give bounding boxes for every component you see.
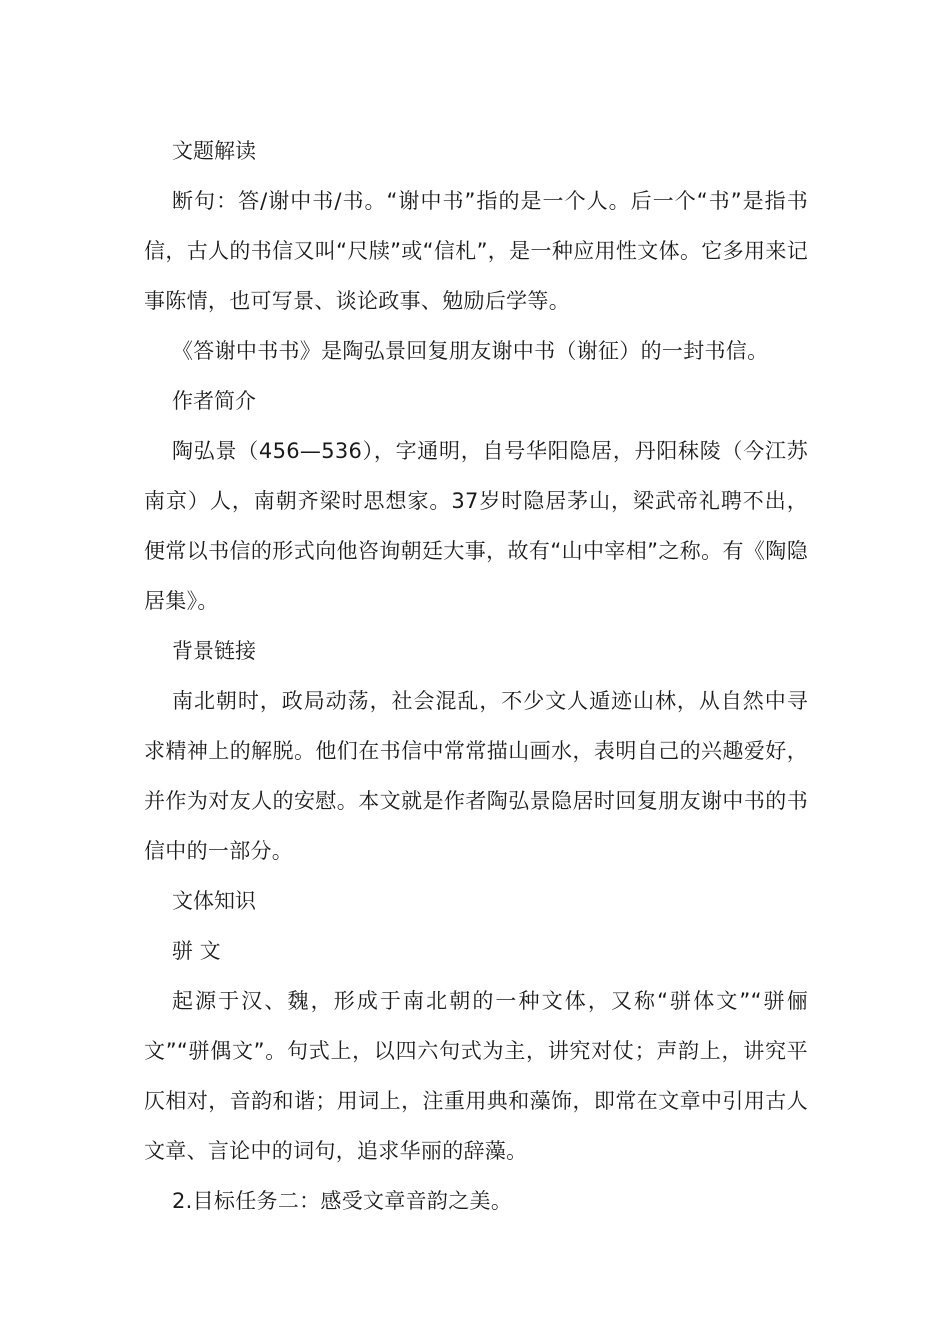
paragraph-sentence-breaking: 断句：答/谢中书/书。“谢中书”指的是一个人。后一个“书”是指书信，古人的书信又叫“尺牍”或“信札”，是一种应用性文体。它多用来记事陈情，也可写景、谈论政事、勉励后学等。 [144,189,808,313]
section-heading-pianwen: 骈 文 [172,939,221,963]
section-heading-background: 背景链接 [172,639,256,663]
paragraph-author-bio: 陶弘景（456—536），字通明，自号华阳隐居，丹阳秣陵（今江苏南京）人，南朝齐梁时思想家。37岁时隐居茅山，梁武帝礼聘不出，便常以书信的形式向他咨询朝廷大事，故有“山中宰相”之称。有《陶隐居集》。 [144,439,808,613]
paragraph-background: 南北朝时，政局动荡，社会混乱，不少文人遁迹山林，从自然中寻求精神上的解脱。他们在书信中常常描山画水，表明自己的兴趣爱好，并作为对友人的安慰。本文就是作者陶弘景隐居时回复朋友谢中书的书信中的一部分。 [144,689,808,863]
section-heading-author: 作者简介 [172,389,256,413]
document-page [144,126,808,1226]
paragraph-letter-summary: 《答谢中书书》是陶弘景回复朋友谢中书（谢征）的一封书信。 [172,339,769,363]
section-heading-title-interpretation: 文题解读 [172,139,256,163]
section-heading-genre: 文体知识 [172,889,256,913]
paragraph-task-two: 2.目标任务二：感受文章音韵之美。 [172,1189,513,1213]
paragraph-pianwen-description: 起源于汉、魏，形成于南北朝的一种文体，又称“骈体文”“骈俪文”“骈偶文”。句式上，以四六句式为主，讲究对仗；声韵上，讲究平仄相对，音韵和谐；用词上，注重用典和藻饰，即常在文章中引用古人文章、言论中的词句，追求华丽的辞藻。 [144,989,808,1163]
